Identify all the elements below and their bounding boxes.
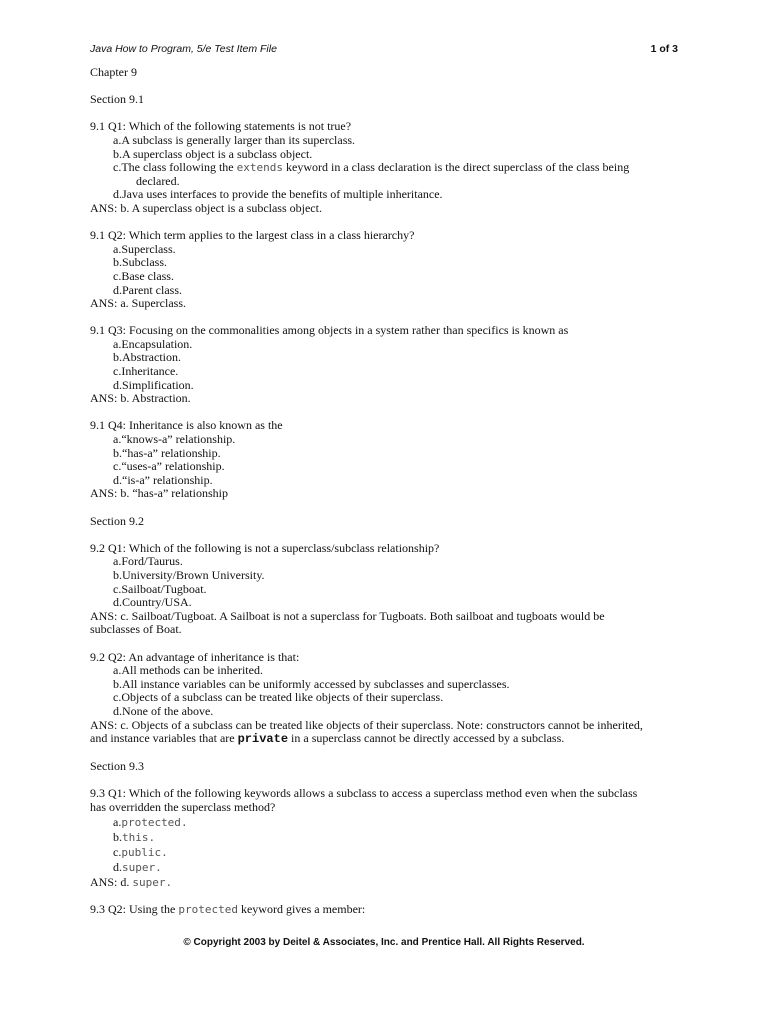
question-9-3-q2 <box>90 903 690 917</box>
answer-continued <box>90 732 690 747</box>
option-b: b.A superclass object is a subclass object. <box>113 146 313 161</box>
option-c: c.Inheritance. <box>113 364 179 379</box>
option-c: c.Base class. <box>113 268 174 283</box>
option-a: a.“knows-a” relationship. <box>113 432 236 447</box>
question-stem: 9.1 Q3: Focusing on the commonalities among objects in a system rather than specifics is known as <box>90 323 569 338</box>
option-d: d.Parent class. <box>113 282 182 297</box>
code-keyword: private <box>237 732 289 747</box>
question-stem: 9.1 Q2: Which term applies to the largest class in a class hierarchy? <box>90 228 415 243</box>
option-d: d.Country/USA. <box>113 595 192 610</box>
question-9-3-q1 <box>90 787 690 889</box>
option-d: d.None of the above. <box>113 703 214 718</box>
option-a <box>90 815 690 830</box>
option-period: . <box>161 845 168 859</box>
question-stem: 9.1 Q1: Which of the following statements is not true? <box>90 119 352 134</box>
question-9-2-q2 <box>90 651 690 747</box>
option-c <box>90 161 690 175</box>
option-d: d.Simplification. <box>113 377 194 392</box>
option-c <box>90 845 690 860</box>
option-b: b.All instance variables can be uniformly accessed by subclasses and superclasses. <box>113 676 510 691</box>
header-title: Java How to Program, 5/e Test Item File <box>90 43 277 55</box>
option-a: a.Superclass. <box>113 241 176 256</box>
answer: ANS: b. Abstraction. <box>90 391 191 406</box>
option-b: b.Abstraction. <box>113 350 181 365</box>
option-c: c.“uses-a” relationship. <box>113 459 225 474</box>
option-d <box>90 860 690 875</box>
stem-text: 9.3 Q2: Using the <box>90 902 179 917</box>
option-c-text: c.The class following the <box>113 160 237 175</box>
option-c: c.Objects of a subclass can be treated like objects of their superclass. <box>113 690 444 705</box>
answer-text-end: in a superclass cannot be directly accessed by a subclass. <box>288 731 565 746</box>
code-keyword: extends <box>236 161 283 175</box>
answer: ANS: c. Objects of a subclass can be treated like objects of their superclass. Note: constructors cannot be inherited, <box>90 717 643 732</box>
question-9-1-q2 <box>90 229 690 311</box>
option-c-continued: declared. <box>136 173 180 188</box>
option-a: a.Ford/Taurus. <box>113 554 183 569</box>
answer-period: . <box>165 875 173 889</box>
option-d: d.Java uses interfaces to provide the benefits of multiple inheritance. <box>113 187 443 202</box>
answer-continued: subclasses of Boat. <box>90 622 182 637</box>
answer: ANS: b. A superclass object is a subclass object. <box>90 200 322 215</box>
answer: ANS: c. Sailboat/Tugboat. A Sailboat is not a superclass for Tugboats. Both sailboat and tugboats would be <box>90 608 605 623</box>
question-stem: 9.2 Q1: Which of the following is not a superclass/subclass relationship? <box>90 540 440 555</box>
section-heading-9-3: Section 9.3 <box>90 759 144 774</box>
option-d: d.“is-a” relationship. <box>113 472 213 487</box>
answer-text: ANS: d. <box>90 874 133 889</box>
copyright-footer: © Copyright 2003 by Deitel & Associates, Inc. and Prentice Hall. All Rights Reserved. <box>183 937 585 948</box>
option-b: b.Subclass. <box>113 255 167 270</box>
section-heading-9-1: Section 9.1 <box>90 92 144 107</box>
option-period: . <box>148 830 156 844</box>
question-stem: 9.2 Q2: An advantage of inheritance is that: <box>90 649 300 664</box>
question-9-2-q1 <box>90 542 690 637</box>
option-b: b.“has-a” relationship. <box>113 445 221 460</box>
code-keyword: super <box>122 860 156 874</box>
answer: ANS: a. Superclass. <box>90 296 186 311</box>
code-keyword: protected <box>121 815 181 829</box>
question-stem-continued: has overridden the superclass method? <box>90 800 276 815</box>
question-stem: 9.1 Q4: Inheritance is also known as the <box>90 418 283 433</box>
option-a: a.A subclass is generally larger than its superclass. <box>113 132 356 147</box>
answer: ANS: b. “has-a” relationship <box>90 486 228 501</box>
code-keyword: this <box>122 830 149 844</box>
option-period: . <box>155 860 162 874</box>
code-keyword: public <box>121 845 162 859</box>
code-keyword: protected <box>178 903 238 917</box>
page-number: 1 of 3 <box>650 43 678 55</box>
stem-text-end: keyword gives a member: <box>237 902 366 917</box>
option-period: . <box>180 815 188 829</box>
option-b <box>90 830 690 845</box>
option-a: a.Encapsulation. <box>113 336 193 351</box>
option-letter: a. <box>113 814 122 829</box>
option-c: c.Sailboat/Tugboat. <box>113 581 207 596</box>
question-9-1-q1 <box>90 120 690 215</box>
chapter-heading: Chapter 9 <box>90 65 137 79</box>
option-letter: c. <box>113 844 122 859</box>
question-stem <box>90 903 690 917</box>
answer <box>90 875 690 890</box>
option-c-text-end: keyword in a class declaration is the direct superclass of the class being <box>283 160 630 175</box>
question-stem: 9.3 Q1: Which of the following keywords allows a subclass to access a superclass method even when the subclass <box>90 786 638 801</box>
section-heading-9-2: Section 9.2 <box>90 513 144 528</box>
document-body <box>90 66 690 917</box>
option-b: b.University/Brown University. <box>113 567 265 582</box>
question-9-1-q3 <box>90 324 690 406</box>
option-a: a.All methods can be inherited. <box>113 663 263 678</box>
question-9-1-q4 <box>90 419 690 501</box>
code-keyword: super <box>132 875 166 889</box>
option-letter: b. <box>113 829 122 844</box>
option-letter: d. <box>113 859 122 874</box>
answer-text: and instance variables that are <box>90 731 238 746</box>
